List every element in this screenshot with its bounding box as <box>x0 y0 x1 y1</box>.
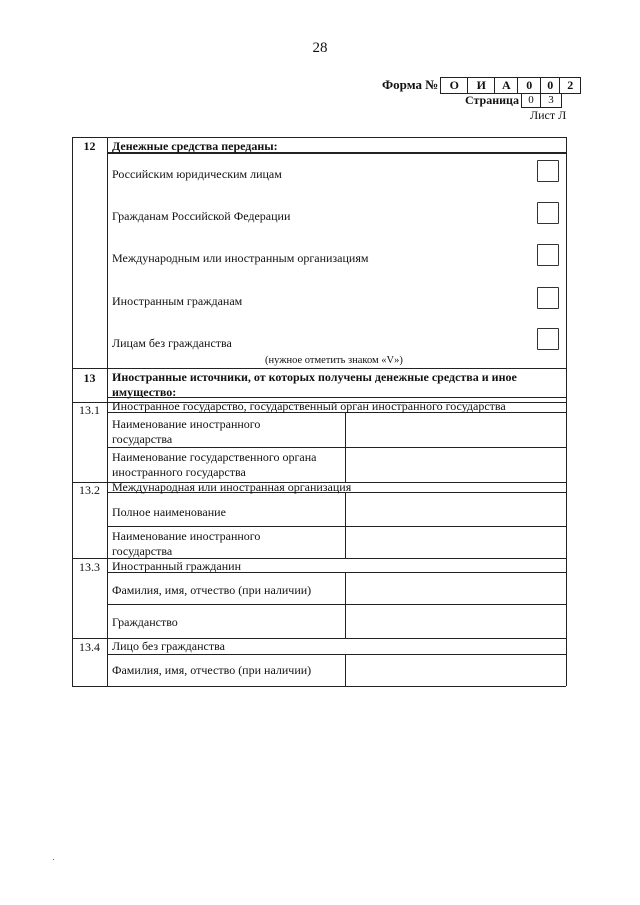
field-state-body-name[interactable] <box>346 448 566 482</box>
checkbox-stateless-persons[interactable] <box>537 328 559 350</box>
field-citizenship[interactable] <box>346 605 566 638</box>
section-13-2-title: Международная или иностранная организация <box>112 480 352 494</box>
form-code-cell: О <box>440 77 468 94</box>
option-foreign-citizens: Иностранным гражданам <box>112 294 243 308</box>
form-number <box>382 77 581 93</box>
section-13-4-number: 13.4 <box>79 640 100 654</box>
section-13-title: Иностранные источники, от которых получены денежные средства и иное <box>112 370 517 384</box>
section-13-title-cont: имущество: <box>112 385 177 399</box>
form-code-cell: А <box>494 77 518 94</box>
option-russian-citizens: Гражданам Российской Федерации <box>112 209 291 223</box>
checkbox-foreign-citizens[interactable] <box>537 287 559 309</box>
field-foreign-citizen-name[interactable] <box>346 573 566 604</box>
checkbox-russian-legal-entities[interactable] <box>537 160 559 182</box>
option-stateless-persons: Лицам без гражданства <box>112 336 232 350</box>
section-13-2-number: 13.2 <box>79 483 100 497</box>
option-international-organizations: Международным или иностранным организациям <box>112 251 369 265</box>
option-russian-legal-entities: Российским юридическим лицам <box>112 167 282 181</box>
page-indicator <box>465 93 562 107</box>
label-organization-state: Наименование иностранного <box>112 529 261 543</box>
label-citizenship: Гражданство <box>112 615 178 629</box>
field-stateless-person-name[interactable] <box>346 655 566 686</box>
label-organization-full-name: Полное наименование <box>112 505 226 519</box>
section-13-number: 13 <box>83 371 96 385</box>
field-organization-full-name[interactable] <box>346 493 566 526</box>
label-foreign-state-name: Наименование иностранного <box>112 417 261 431</box>
form-label: Форма № <box>382 77 439 92</box>
page-digit: 0 <box>521 93 541 108</box>
section-13-1-title: Иностранное государство, государственный орган иностранного государства <box>112 399 506 413</box>
field-organization-state[interactable] <box>346 527 566 558</box>
form-code-cell: 2 <box>559 77 581 94</box>
label-state-body-name-cont: иностранного государства <box>112 465 246 479</box>
label-stateless-person-name: Фамилия, имя, отчество (при наличии) <box>112 663 312 677</box>
label-foreign-state-name-cont: государства <box>112 432 173 446</box>
label-state-body-name: Наименование государственного органа <box>112 450 317 464</box>
section-13-3-title: Иностранный гражданин <box>112 559 241 573</box>
form-code-cell: 0 <box>540 77 560 94</box>
page-digit: 3 <box>540 93 562 108</box>
field-foreign-state-name[interactable] <box>346 413 566 447</box>
sheet-label: Лист Л <box>530 108 567 122</box>
scan-speck <box>53 859 54 860</box>
page-number: 28 <box>312 40 328 56</box>
checkmark-note: (нужное отметить знаком «V») <box>265 355 403 366</box>
checkbox-russian-citizens[interactable] <box>537 202 559 224</box>
form-code-cell: И <box>467 77 495 94</box>
section-13-3-number: 13.3 <box>79 560 100 574</box>
label-organization-state-cont: государства <box>112 544 173 558</box>
label-foreign-citizen-name: Фамилия, имя, отчество (при наличии) <box>112 583 312 597</box>
form-code-cell: 0 <box>517 77 541 94</box>
section-13-1-number: 13.1 <box>79 403 100 417</box>
checkbox-international-organizations[interactable] <box>537 244 559 266</box>
section-12-number: 12 <box>83 139 96 153</box>
section-13-4-title: Лицо без гражданства <box>112 639 225 653</box>
section-12-title: Денежные средства переданы: <box>112 139 278 153</box>
page-label: Страница <box>465 92 519 107</box>
